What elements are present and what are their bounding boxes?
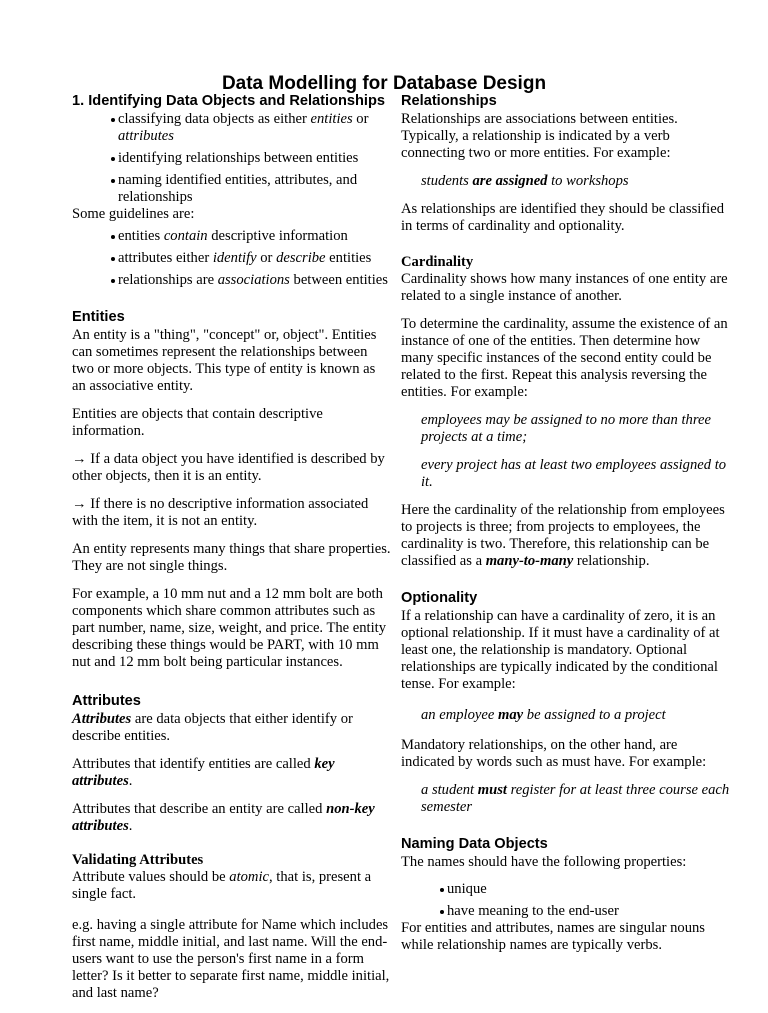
example: students are assigned to workshops xyxy=(421,173,629,189)
section-heading-naming: Naming Data Objects xyxy=(401,836,548,852)
list-item: entities contain descriptive information xyxy=(118,228,392,245)
list-item: have meaning to the end-user xyxy=(447,903,733,920)
paragraph: If a relationship can have a cardinality of zero, it is an optional relationship. If it must have a cardinality of at least one, the relationship is mandatory. Optional relationships are typically indicated by the conditional tense. For example: xyxy=(401,608,720,692)
section-heading-entities: Entities xyxy=(72,309,125,325)
section-heading-identifying: 1. Identifying Data Objects and Relationships xyxy=(72,93,386,109)
section-heading-relationships: Relationships xyxy=(401,93,497,109)
paragraph: e.g. having a single attribute for Name which includes first name, middle initial, and last name. Will the end-users want to use the person's first name in a form letter? Is it better to separate first name, middle initial, and last name? xyxy=(72,917,390,1001)
right-column xyxy=(401,91,733,965)
left-column xyxy=(72,91,392,1013)
list-item: classifying data objects as either entities or attributes xyxy=(118,111,392,145)
paragraph: Cardinality shows how many instances of one entity are related to a single instance of another. xyxy=(401,271,728,304)
paragraph: To determine the cardinality, assume the existence of an instance of one of the entities. Then determine how many specific instances of the second entity could be related to the first. Repeat this analysis reversing the entities. For example: xyxy=(401,316,728,400)
example: a student must register for at least three course each semester xyxy=(421,782,730,815)
identifying-list xyxy=(72,111,392,206)
paragraph: Relationships are associations between entities. Typically, a relationship is indicated by a verb connecting two or more entities. For example: xyxy=(401,111,678,161)
paragraph: Attribute values should be atomic, that is, present a single fact. xyxy=(72,869,372,902)
subheading-cardinality: Cardinality xyxy=(401,254,474,270)
guidelines-label: Some guidelines are: xyxy=(72,206,195,222)
paragraph: The names should have the following properties: xyxy=(401,854,687,870)
list-item: identifying relationships between entities xyxy=(118,150,392,167)
paragraph: → If a data object you have identified is described by other objects, then it is an entity. xyxy=(72,451,385,484)
section-heading-attributes: Attributes xyxy=(72,693,141,709)
example: every project has at least two employees assigned to it. xyxy=(421,457,727,490)
example: an employee may be assigned to a project xyxy=(421,707,666,723)
list-item: naming identified entities, attributes, and relationships xyxy=(118,172,392,206)
guidelines-list xyxy=(72,228,392,289)
naming-list xyxy=(401,881,733,920)
list-item: attributes either identify or describe entities xyxy=(118,250,392,267)
paragraph: An entity represents many things that share properties. They are not single things. xyxy=(72,541,391,574)
paragraph: Attributes are data objects that either identify or describe entities. xyxy=(72,711,353,744)
paragraph: Entities are objects that contain descriptive information. xyxy=(72,406,323,439)
paragraph: → If there is no descriptive information associated with the item, it is not an entity. xyxy=(72,496,369,529)
subheading-validating-attributes: Validating Attributes xyxy=(72,852,204,868)
example: employees may be assigned to no more than three projects at a time; xyxy=(421,412,711,445)
paragraph: For entities and attributes, names are singular nouns while relationship names are typically verbs. xyxy=(401,920,705,953)
list-item: unique xyxy=(447,881,733,898)
list-item: relationships are associations between entities xyxy=(118,272,392,289)
paragraph: For example, a 10 mm nut and a 12 mm bolt are both components which share common attributes such as part number, name, size, weight, and price. The entity describing these things would be PART, with 10 mm nut and 12 mm bolt being particular instances. xyxy=(72,586,387,670)
section-heading-optionality: Optionality xyxy=(401,590,478,606)
paragraph: Mandatory relationships, on the other hand, are indicated by words such as must have. For example: xyxy=(401,737,707,770)
paragraph: An entity is a "thing", "concept" or, object". Entities can sometimes represent the relationships between two or more objects. This type of entity is known as an associative entity. xyxy=(72,327,377,394)
document-title: Data Modelling for Database Design xyxy=(221,73,547,94)
paragraph: As relationships are identified they should be classified in terms of cardinality and optionality. xyxy=(401,201,725,234)
paragraph: Attributes that identify entities are called key attributes. xyxy=(72,756,335,789)
paragraph: Here the cardinality of the relationship from employees to projects is three; from projects to employees, the cardinality is two. Therefore, this relationship can be classified as a many-to-many relationship. xyxy=(401,502,725,569)
paragraph: Attributes that describe an entity are called non-key attributes. xyxy=(72,801,375,834)
